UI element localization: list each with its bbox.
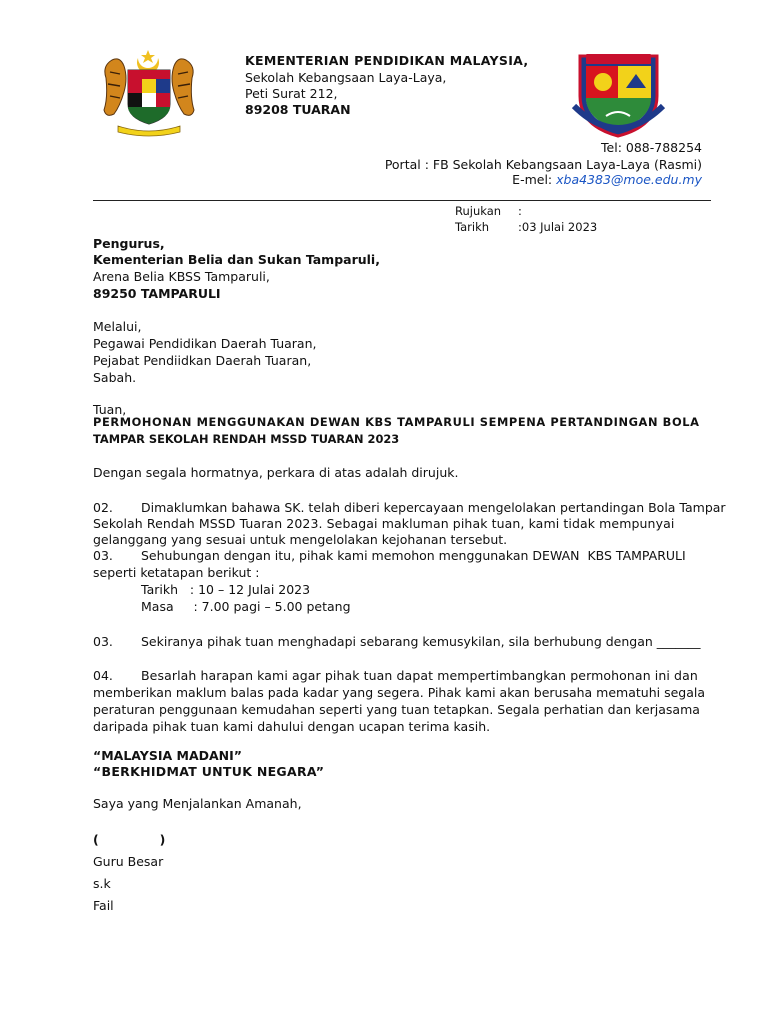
masa-item: Masa : 7.00 pagi – 5.00 petang [141,599,351,614]
amanah-line: Saya yang Menjalankan Amanah, [93,796,302,811]
rujukan-value: : [518,204,522,218]
p04-line3: peraturan penggunaan kemudahan seperti yang tuan tetapkan. Segala perhatian dan kerjasama [93,702,700,717]
school-name: Sekolah Kebangsaan Laya-Laya, [245,70,447,85]
p04-line2: memberikan maklum balas pada kadar yang segera. Pihak kami akan berusaha mematuhi segala [93,685,706,700]
via-label: Melalui, [93,319,142,334]
tarikh-value: :03 Julai 2023 [518,220,598,234]
p03-line1: Sehubungan dengan itu, pihak kami memohon menggunakan DEWAN KBS TAMPARULI [141,548,686,563]
recipient-title: Pengurus, [93,236,165,251]
telephone: Tel: 088-788254 [601,140,702,155]
ministry-name: KEMENTERIAN PENDIDIKAN MALAYSIA, [245,53,529,68]
slogan-berkhidmat: “BERKHIDMAT UNTUK NEGARA” [93,764,325,779]
p03b-text: Sekiranya pihak tuan menghadapi sebarang kemusykilan, sila berhubung dengan _______ [141,634,701,649]
p03b-number: 03. [93,634,113,649]
recipient-postcode: 89250 TAMPARULI [93,286,221,301]
via-line1: Pegawai Pendidikan Daerah Tuaran, [93,336,317,351]
position-title: Guru Besar [93,854,164,869]
p03-line2: seperti ketatapan berikut : [93,565,260,580]
email-link[interactable]: xba4383@moe.edu.my [556,172,702,187]
subject-line2: TAMPAR SEKOLAH RENDAH MSSD TUARAN 2023 [93,432,400,446]
tarikh-item: Tarikh : 10 – 12 Julai 2023 [141,582,311,597]
p02-line3: gelanggang yang sesuai untuk mengelolakan kejohanan tersebut. [93,532,508,547]
rujukan-label: Rujukan [455,204,502,218]
postcode-city: 89208 TUARAN [245,102,351,117]
p04-line4: daripada pihak tuan kami dahului dengan ucapan terima kasih. [93,719,491,734]
p02-line2: Sekolah Rendah MSSD Tuaran 2023. Sebagai makluman pihak tuan, kami tidak mempunyai [93,516,675,531]
signature-placeholder: ( ) [93,832,166,847]
recipient-address: Arena Belia KBSS Tamparuli, [93,269,270,284]
slogan-malaysia-madani: “MALAYSIA MADANI” [93,748,242,763]
opening-line: Dengan segala hormatnya, perkara di atas adalah dirujuk. [93,465,459,480]
salutation: Tuan, [93,402,127,417]
p04-number: 04. [93,668,113,683]
school-badge-logo [566,50,671,142]
sk-label: s.k [93,876,111,891]
recipient-org: Kementerian Belia dan Sukan Tamparuli, [93,252,380,267]
coat-of-arms-logo [98,48,200,140]
via-line3: Sabah. [93,370,137,385]
portal: Portal : FB Sekolah Kebangsaan Laya-Laya (Rasmi) [384,157,702,172]
email-label: E-mel: [512,172,557,187]
p02-number: 02. [93,500,113,515]
po-box: Peti Surat 212, [245,86,338,101]
fail-label: Fail [93,898,114,913]
via-line2: Pejabat Pendiidkan Daerah Tuaran, [93,353,312,368]
tarikh-label: Tarikh [455,220,490,234]
p03-number: 03. [93,548,113,563]
header-divider [93,200,711,201]
p02-line1: Dimaklumkan bahawa SK. telah diberi kepercayaan mengelolakan pertandingan Bola Tampar [141,500,726,515]
subject-line1: PERMOHONAN MENGGUNAKAN DEWAN KBS TAMPARULI SEMPENA PERTANDINGAN BOLA [93,415,700,429]
p04-line1: Besarlah harapan kami agar pihak tuan dapat mempertimbangkan permohonan ini dan [141,668,698,683]
email-line [512,171,702,188]
